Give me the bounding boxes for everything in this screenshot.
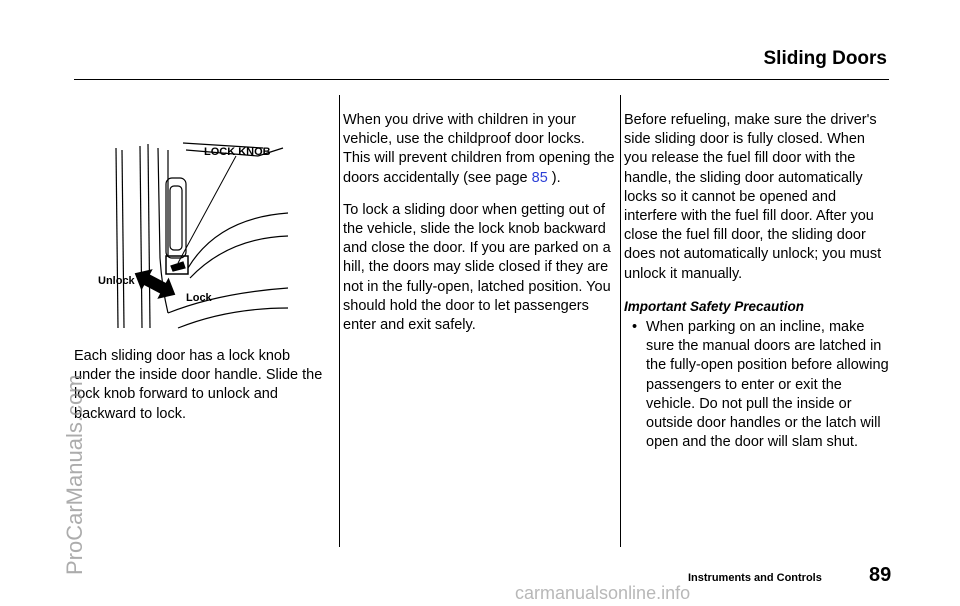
label-lock-knob: LOCK KNOB — [204, 146, 271, 158]
refueling-paragraph: Before refueling, make sure the driver's side sliding door is fully closed. When you release the fuel fill door with the handle, the sliding door automatically locks so it cannot be opened and interfere with the fuel fill door. After you close the fuel fill door, the sliding door does not automatically unlock; you must unlock it manually. — [624, 112, 882, 282]
safety-heading: Important Safety Precaution — [624, 298, 805, 314]
lock-door-paragraph: To lock a sliding door when getting out of the vehicle, slide the lock knob backward and close the door. If you are parked on a hill, the doors may slide closed if they are not in the fully-open, latched position. You should hold the door to let passengers enter and exit safely. — [343, 201, 611, 334]
safety-bullet-text: When parking on an incline, make sure the manual doors are latched in the fully-open position before allowing passengers to enter or exit the vehicle. Do not pull the inside or outside door handles or the latch will open and the door will slam shut. — [646, 319, 889, 451]
lock-knob-paragraph: Each sliding door has a lock knob under the inside door handle. Slide the lock knob forward to unlock and backward to lock. — [74, 348, 323, 422]
column-3 — [624, 111, 892, 452]
column-divider-1 — [339, 95, 340, 547]
bottom-watermark: carmanualsonline.info — [515, 583, 691, 603]
column-1 — [74, 347, 329, 437]
column-divider-2 — [620, 95, 621, 547]
side-watermark-text: ProCarManuals.com — [62, 374, 87, 575]
page-85-link[interactable]: 85 — [531, 169, 548, 186]
lock-knob-illustration — [98, 138, 288, 333]
safety-bullet — [624, 318, 892, 452]
childproof-paragraph: When you drive with children in your vehicle, use the childproof door locks. This will prevent children from opening the doors accidentally (see page 85 ). — [343, 112, 615, 186]
page-number: 89 — [869, 564, 892, 586]
column-2 — [343, 111, 615, 348]
label-unlock: Unlock — [98, 275, 135, 287]
page-title: Sliding Doors — [763, 48, 887, 69]
label-lock: Lock — [186, 292, 212, 304]
header-rule — [74, 79, 889, 80]
bullet-icon: • — [632, 319, 638, 336]
footer-section-title: Instruments and Controls — [688, 572, 822, 584]
side-watermark — [62, 175, 90, 575]
